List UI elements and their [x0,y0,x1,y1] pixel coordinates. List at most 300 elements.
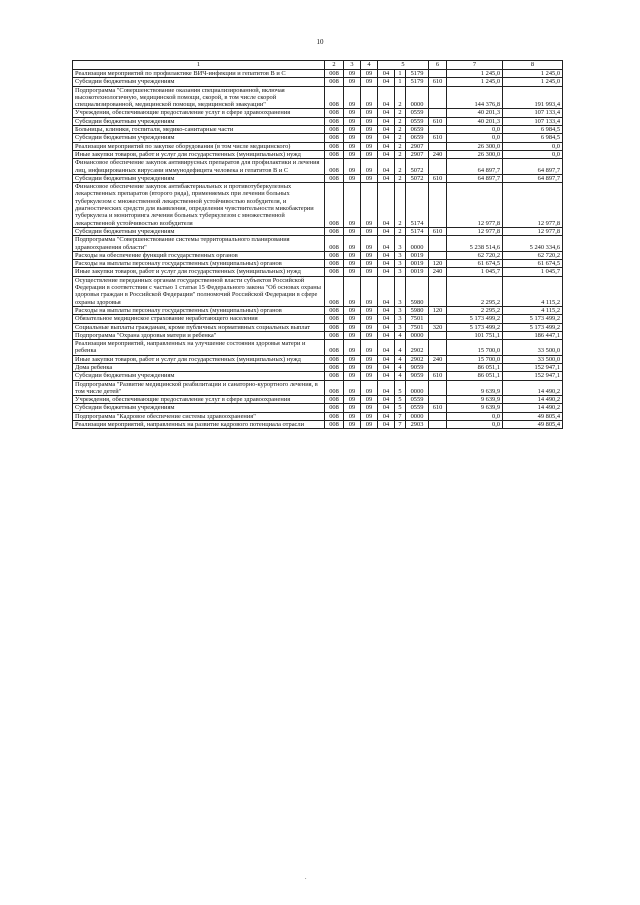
row-value-cell: 04 [378,276,395,306]
row-value-cell: 5 240 334,6 [503,236,563,252]
row-name-cell: Учреждения, обеспечивающие предоставление услуг в сфере здравоохранения [73,109,325,117]
row-value-cell: 64 897,7 [503,174,563,182]
row-value-cell: 0000 [406,380,429,396]
row-value-cell: 008 [325,183,344,228]
row-value-cell: 2 [395,142,406,150]
table-row [73,340,563,356]
header-cell: 3 [344,61,361,70]
table-row [73,117,563,125]
row-value-cell [429,126,447,134]
row-value-cell: 4 [395,331,406,339]
row-value-cell: 04 [378,421,395,429]
row-value-cell: 008 [325,251,344,259]
row-value-cell: 49 805,4 [503,412,563,420]
row-value-cell: 26 300,0 [447,150,503,158]
row-value-cell: 09 [361,159,378,175]
row-value-cell: 1 [395,78,406,86]
row-value-cell: 3 [395,323,406,331]
row-value-cell: 1 245,0 [447,78,503,86]
row-name-cell: Подпрограмма "Совершенствование системы территориального планирования здравоохранения области" [73,236,325,252]
row-value-cell: 3 [395,236,406,252]
row-value-cell: 09 [361,126,378,134]
row-value-cell: 49 805,4 [503,421,563,429]
row-value-cell: 61 674,5 [503,260,563,268]
row-value-cell: 008 [325,380,344,396]
row-value-cell [429,276,447,306]
row-name-cell: Субсидии бюджетным учреждениям [73,78,325,86]
row-value-cell: 09 [344,276,361,306]
row-value-cell: 09 [361,78,378,86]
row-value-cell: 33 500,0 [503,355,563,363]
row-value-cell: 04 [378,260,395,268]
row-value-cell: 008 [325,363,344,371]
row-value-cell: 2 [395,183,406,228]
row-value-cell: 008 [325,404,344,412]
row-value-cell: 09 [361,380,378,396]
row-value-cell [429,363,447,371]
row-value-cell: 107 133,4 [503,117,563,125]
row-value-cell: 0,0 [447,421,503,429]
row-value-cell: 5980 [406,276,429,306]
row-value-cell: 09 [344,236,361,252]
row-value-cell: 2902 [406,340,429,356]
row-value-cell: 5 238 514,6 [447,236,503,252]
row-value-cell: 09 [361,268,378,276]
row-value-cell: 6 984,5 [503,126,563,134]
header-row [73,61,563,70]
row-value-cell: 4 115,2 [503,276,563,306]
row-value-cell: 144 376,8 [447,86,503,109]
row-value-cell: 14 490,2 [503,380,563,396]
table-row [73,421,563,429]
row-value-cell: 04 [378,363,395,371]
row-value-cell: 04 [378,70,395,78]
row-value-cell: 62 720,2 [447,251,503,259]
row-value-cell: 15 700,0 [447,340,503,356]
row-value-cell: 4 [395,340,406,356]
row-value-cell: 008 [325,174,344,182]
row-value-cell: 09 [344,421,361,429]
row-value-cell: 09 [361,251,378,259]
table-row [73,70,563,78]
table-row [73,268,563,276]
row-value-cell: 2 [395,86,406,109]
row-value-cell: 0,0 [503,142,563,150]
row-value-cell: 04 [378,78,395,86]
row-value-cell: 09 [361,331,378,339]
row-value-cell: 186 447,1 [503,331,563,339]
row-value-cell: 0559 [406,404,429,412]
row-name-cell: Финансовое обеспечение закупок антибактериальных и противотуберкулезных лекарственных препаратов (второго ряда), применяемых при лечении больных туберкулезом с множественной лекарственной устойчивостью возбудителя, и диагностических средств для выявления, определения чувствительности микобактерии туберкулеза и мониторинга лечения больных туберкулезом с множественной лекарственной устойчивостью возбудителя [73,183,325,228]
row-value-cell: 14 490,2 [503,404,563,412]
table-row [73,315,563,323]
row-value-cell: 1 045,7 [447,268,503,276]
row-value-cell: 4 [395,363,406,371]
row-value-cell: 008 [325,331,344,339]
table-row [73,380,563,396]
row-value-cell: 09 [361,340,378,356]
row-value-cell: 09 [361,363,378,371]
row-value-cell: 008 [325,117,344,125]
row-value-cell: 04 [378,142,395,150]
row-value-cell [429,251,447,259]
row-value-cell: 09 [344,159,361,175]
row-value-cell: 0000 [406,331,429,339]
row-value-cell: 2 [395,117,406,125]
row-value-cell: 101 751,1 [447,331,503,339]
table-row [73,306,563,314]
row-name-cell: Подпрограмма "Совершенствование оказания специализированной, включая высокотехнологичную, медицинской помощи, скорой, в том числе скорой специализированной, медицинской помощи, медицинской эвакуации" [73,86,325,109]
row-value-cell: 09 [344,150,361,158]
row-value-cell [429,183,447,228]
row-value-cell: 9 639,9 [447,396,503,404]
row-value-cell: 04 [378,126,395,134]
row-value-cell: 04 [378,183,395,228]
row-value-cell: 09 [344,380,361,396]
row-value-cell: 120 [429,260,447,268]
row-value-cell: 09 [361,236,378,252]
row-name-cell: Социальные выплаты гражданам, кроме публичных нормативных социальных выплат [73,323,325,331]
row-value-cell: 3 [395,260,406,268]
row-name-cell: Реализация мероприятий по профилактике ВИЧ-инфекции и гепатитов В и С [73,70,325,78]
row-value-cell: 09 [361,134,378,142]
row-value-cell [429,86,447,109]
row-value-cell: 5 173 499,2 [503,323,563,331]
row-value-cell: 008 [325,78,344,86]
row-value-cell: 09 [361,174,378,182]
row-value-cell: 2 295,2 [447,276,503,306]
row-value-cell: 09 [361,323,378,331]
row-value-cell: 2 [395,159,406,175]
row-value-cell: 09 [344,412,361,420]
row-value-cell: 61 674,5 [447,260,503,268]
table-row [73,396,563,404]
row-value-cell: 09 [344,117,361,125]
row-value-cell: 09 [361,372,378,380]
row-value-cell: 40 201,3 [447,117,503,125]
row-value-cell: 008 [325,260,344,268]
row-value-cell: 09 [361,412,378,420]
table-row [73,331,563,339]
row-value-cell: 04 [378,404,395,412]
row-name-cell: Субсидии бюджетным учреждениям [73,117,325,125]
row-name-cell: Больницы, клиники, госпитали, медико-санитарные части [73,126,325,134]
table-row [73,412,563,420]
row-value-cell: 04 [378,412,395,420]
row-name-cell: Подпрограмма "Развитие медицинской реабилитации и санаторно-курортного лечения, в том числе детей" [73,380,325,396]
row-value-cell: 7501 [406,315,429,323]
row-value-cell: 008 [325,70,344,78]
table-row [73,323,563,331]
row-value-cell: 04 [378,159,395,175]
table-row [73,251,563,259]
row-value-cell: 008 [325,372,344,380]
row-value-cell: 008 [325,276,344,306]
row-value-cell: 09 [344,227,361,235]
row-value-cell: 152 947,1 [503,363,563,371]
row-value-cell: 14 490,2 [503,396,563,404]
row-value-cell: 04 [378,323,395,331]
row-value-cell: 1 245,0 [503,78,563,86]
row-value-cell: 09 [344,183,361,228]
row-value-cell: 09 [361,70,378,78]
row-value-cell: 0019 [406,260,429,268]
row-name-cell: Субсидии бюджетным учреждениям [73,174,325,182]
header-cell: 1 [73,61,325,70]
header-cell: 2 [325,61,344,70]
row-name-cell: Иные закупки товаров, работ и услуг для государственных (муниципальных) нужд [73,150,325,158]
row-value-cell: 3 [395,315,406,323]
row-value-cell: 4 [395,372,406,380]
row-name-cell: Расходы на выплаты персоналу государственных (муниципальных) органов [73,260,325,268]
row-value-cell [429,412,447,420]
row-value-cell: 15 700,0 [447,355,503,363]
row-value-cell: 2 [395,227,406,235]
row-value-cell: 09 [361,315,378,323]
row-value-cell: 09 [344,142,361,150]
row-name-cell: Реализация мероприятий по закупке оборудования (в том числе медицинского) [73,142,325,150]
row-value-cell [429,159,447,175]
row-value-cell: 09 [344,306,361,314]
row-value-cell: 3 [395,306,406,314]
table-row [73,372,563,380]
row-name-cell: Подпрограмма "Кадровое обеспечение системы здравоохранения" [73,412,325,420]
row-value-cell: 0019 [406,251,429,259]
row-value-cell: 2 295,2 [447,306,503,314]
row-value-cell: 09 [361,150,378,158]
row-value-cell: 40 201,3 [447,109,503,117]
row-value-cell: 2 [395,150,406,158]
row-value-cell: 64 897,7 [447,174,503,182]
row-value-cell: 240 [429,355,447,363]
row-value-cell: 09 [344,86,361,109]
row-value-cell [429,421,447,429]
row-value-cell: 09 [361,183,378,228]
row-value-cell: 2 [395,126,406,134]
row-name-cell: Иные закупки товаров, работ и услуг для государственных (муниципальных) нужд [73,355,325,363]
row-value-cell: 62 720,2 [503,251,563,259]
row-value-cell: 04 [378,355,395,363]
row-value-cell: 09 [344,396,361,404]
row-value-cell: 09 [361,404,378,412]
row-value-cell: 04 [378,86,395,109]
row-value-cell: 09 [361,117,378,125]
row-value-cell: 0000 [406,236,429,252]
row-value-cell: 04 [378,306,395,314]
row-name-cell: Финансовое обеспечение закупок антивирусных препаратов для профилактики и лечения лиц, инфицированных вирусами иммунодефицита человека и гепатитов В и С [73,159,325,175]
row-name-cell: Осуществление переданных органам государственной власти субъектов Российской Федерации в соответствии с частью 1 статьи 15 Федерального закона "Об основах охраны здоровья граждан в Российской Федерации" полномочий Российской Федерации в сфере охраны здоровья [73,276,325,306]
row-value-cell: 008 [325,340,344,356]
row-value-cell: 0000 [406,412,429,420]
row-value-cell: 09 [361,109,378,117]
row-value-cell: 09 [361,86,378,109]
header-cell: 5 [378,61,429,70]
row-value-cell: 1 045,7 [503,268,563,276]
row-value-cell: 008 [325,315,344,323]
row-value-cell: 4 115,2 [503,306,563,314]
row-value-cell: 04 [378,227,395,235]
row-value-cell [429,70,447,78]
row-value-cell: 09 [344,70,361,78]
row-value-cell: 7 [395,421,406,429]
table-row [73,236,563,252]
row-value-cell: 008 [325,268,344,276]
row-name-cell: Субсидии бюджетным учреждениям [73,227,325,235]
table-row [73,227,563,235]
row-value-cell: 64 897,7 [503,159,563,175]
row-name-cell: Учреждения, обеспечивающие предоставление услуг в сфере здравоохранения [73,396,325,404]
row-value-cell: 5 [395,404,406,412]
row-value-cell: 09 [344,268,361,276]
table-row [73,150,563,158]
row-value-cell: 33 500,0 [503,340,563,356]
row-value-cell: 008 [325,412,344,420]
row-value-cell: 0,0 [503,150,563,158]
row-value-cell: 09 [344,331,361,339]
row-name-cell: Реализация мероприятий, направленных на развитие кадрового потенциала отрасли [73,421,325,429]
row-value-cell: 04 [378,372,395,380]
row-value-cell: 09 [344,355,361,363]
row-value-cell: 09 [344,315,361,323]
row-value-cell [429,142,447,150]
page-number: 10 [316,38,324,46]
table-row [73,260,563,268]
row-value-cell: 7501 [406,323,429,331]
row-value-cell: 12 977,8 [503,183,563,228]
row-value-cell: 09 [361,421,378,429]
row-value-cell: 2 [395,134,406,142]
row-value-cell: 0559 [406,109,429,117]
table-row [73,86,563,109]
header-cell: 4 [361,61,378,70]
table-row [73,126,563,134]
row-value-cell: 240 [429,150,447,158]
row-value-cell: 008 [325,355,344,363]
row-value-cell: 107 133,4 [503,109,563,117]
table-row [73,174,563,182]
row-value-cell: 09 [344,372,361,380]
row-value-cell: 04 [378,380,395,396]
row-value-cell: 5 [395,396,406,404]
row-value-cell: 09 [361,355,378,363]
row-value-cell: 610 [429,227,447,235]
row-value-cell: 04 [378,134,395,142]
row-value-cell: 0,0 [447,126,503,134]
row-value-cell: 04 [378,396,395,404]
row-value-cell: 09 [344,323,361,331]
row-value-cell [429,315,447,323]
row-value-cell: 09 [344,340,361,356]
row-value-cell: 09 [361,260,378,268]
row-value-cell: 3 [395,268,406,276]
row-value-cell: 5 173 499,2 [503,315,563,323]
row-name-cell: Реализация мероприятий, направленных на улучшение состояния здоровья матери и ребенка [73,340,325,356]
row-value-cell: 008 [325,396,344,404]
table-row [73,355,563,363]
row-value-cell: 09 [344,363,361,371]
row-value-cell: 09 [344,260,361,268]
row-value-cell: 9 639,9 [447,404,503,412]
table-row [73,183,563,228]
row-name-cell: Подпрограмма "Охрана здоровья матери и ребенка" [73,331,325,339]
row-value-cell: 610 [429,404,447,412]
row-value-cell [429,396,447,404]
header-cell: 6 [429,61,447,70]
row-value-cell: 2902 [406,355,429,363]
row-value-cell: 04 [378,340,395,356]
table-row [73,404,563,412]
row-value-cell: 0000 [406,86,429,109]
row-value-cell: 0659 [406,126,429,134]
row-value-cell: 09 [361,306,378,314]
row-value-cell: 320 [429,323,447,331]
row-value-cell: 12 977,8 [503,227,563,235]
row-value-cell: 09 [361,396,378,404]
row-value-cell: 86 051,1 [447,372,503,380]
table-row [73,142,563,150]
row-value-cell: 5 173 499,2 [447,323,503,331]
row-value-cell: 04 [378,315,395,323]
row-value-cell: 0659 [406,134,429,142]
row-value-cell: 86 051,1 [447,363,503,371]
row-value-cell: 5174 [406,227,429,235]
row-value-cell: 0559 [406,396,429,404]
row-value-cell: 008 [325,421,344,429]
row-value-cell: 5 173 499,2 [447,315,503,323]
row-value-cell: 4 [395,355,406,363]
row-value-cell: 008 [325,109,344,117]
footer-mark: . [305,875,307,881]
row-value-cell: 04 [378,117,395,125]
row-value-cell: 09 [361,142,378,150]
row-value-cell: 5179 [406,78,429,86]
row-value-cell: 152 947,1 [503,372,563,380]
row-name-cell: Субсидии бюджетным учреждениям [73,404,325,412]
row-name-cell: Дома ребенка [73,363,325,371]
row-value-cell: 09 [344,109,361,117]
table-row [73,159,563,175]
budget-table [72,60,563,429]
row-value-cell: 610 [429,372,447,380]
table-row [73,109,563,117]
table-row [73,134,563,142]
table-row [73,363,563,371]
row-value-cell: 09 [344,78,361,86]
row-value-cell: 008 [325,306,344,314]
row-value-cell: 04 [378,268,395,276]
header-cell: 7 [447,61,503,70]
table-row [73,78,563,86]
row-value-cell: 5980 [406,306,429,314]
row-value-cell: 3 [395,251,406,259]
row-value-cell: 2903 [406,421,429,429]
row-value-cell: 9059 [406,363,429,371]
row-value-cell: 008 [325,150,344,158]
row-value-cell: 26 300,0 [447,142,503,150]
row-value-cell: 09 [344,126,361,134]
row-value-cell: 5072 [406,174,429,182]
row-value-cell: 9 639,9 [447,380,503,396]
row-name-cell: Расходы на выплаты персоналу государственных (муниципальных) органов [73,306,325,314]
row-value-cell: 2 [395,174,406,182]
row-value-cell: 191 993,4 [503,86,563,109]
row-value-cell: 610 [429,134,447,142]
row-value-cell: 2907 [406,142,429,150]
row-value-cell: 09 [361,276,378,306]
row-value-cell: 2907 [406,150,429,158]
row-value-cell: 5072 [406,159,429,175]
row-value-cell: 008 [325,159,344,175]
